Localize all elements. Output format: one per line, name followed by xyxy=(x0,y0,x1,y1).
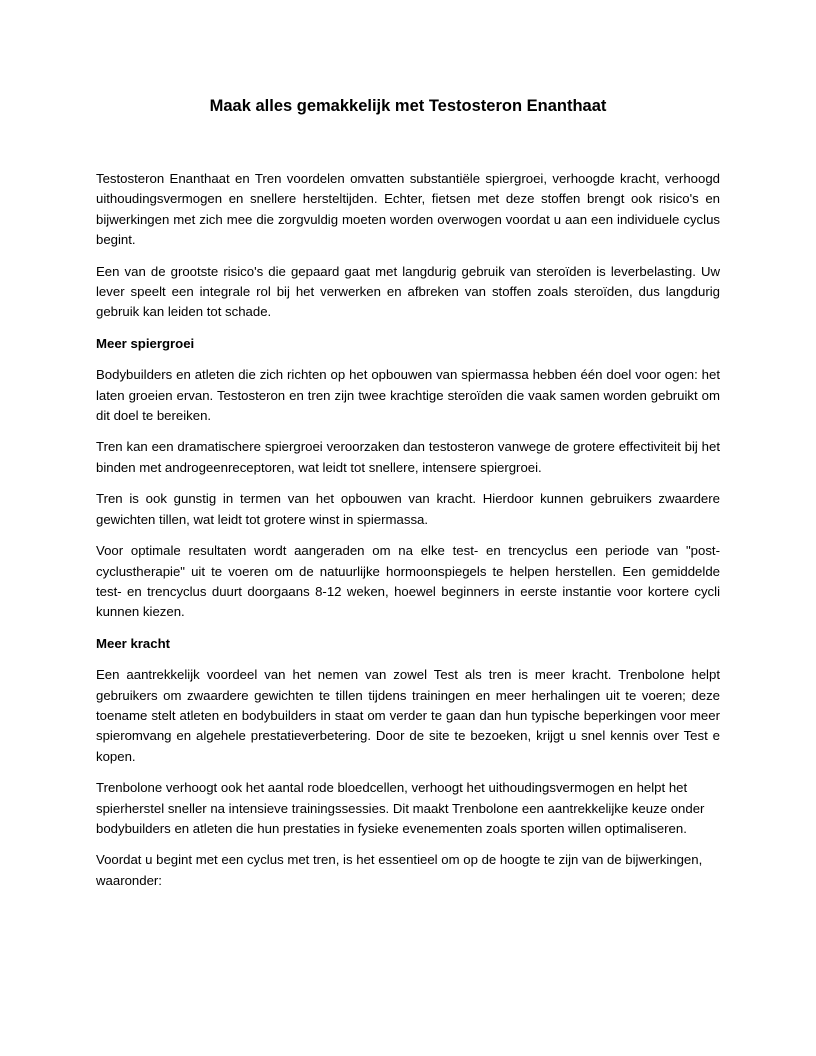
paragraph-muscle-goal: Bodybuilders en atleten die zich richten op het opbouwen van spiermassa hebben één doel voor ogen: het laten groeien ervan. Testosteron en tren zijn twee krachtige steroïden die vaak samen worden gebruikt om dit doel te bereiken. xyxy=(96,367,720,424)
paragraph-red-blood-cells: Trenbolone verhoogt ook het aantal rode bloedcellen, verhoogt het uithoudingsvermogen en helpt het spierherstel sneller na intensieve trainingssessies. Dit maakt Trenbolone een aantrekkelijke keuze onder bodybuilders en atleten die hun prestaties in fysieke evenementen zoals sporten willen optimaliseren. xyxy=(96,780,705,836)
section-heading-spiergroei: Meer spiergroei xyxy=(96,335,195,351)
paragraph-intro: Testosteron Enanthaat en Tren voordelen omvatten substantiële spiergroei, verhoogde kracht, verhoogd uithoudingsvermogen en snellere hersteltijden. Echter, fietsen met deze stoffen brengt ook risico's en bijwerkingen met zich mee die zorgvuldig moeten worden overwogen voordat u aan een individuele cyclus begint. xyxy=(96,171,720,248)
document-body xyxy=(96,169,720,902)
paragraph-strength-benefit: Een aantrekkelijk voordeel van het nemen van zowel Test als tren is meer kracht. Trenbolone helpt gebruikers om zwaardere gewichten te tillen tijdens trainingen en meer herhalingen uit te voeren; deze toename stelt atleten en bodybuilders in staat om verder te gaan dan hun typische beperkingen voor meer spieromvang en algehele prestatieverbetering. Door de site te bezoeken, krijgt u snel kennis over Test e kopen. xyxy=(96,667,720,764)
document-title: Maak alles gemakkelijk met Testosteron Enanthaat xyxy=(209,97,607,115)
paragraph-side-effects-intro: Voordat u begint met een cyclus met tren, is het essentieel om op de hoogte te zijn van de bijwerkingen, waaronder: xyxy=(96,852,703,888)
paragraph-liver-risk: Een van de grootste risico's die gepaard gaat met langdurig gebruik van steroïden is leverbelasting. Uw lever speelt een integrale rol bij het verwerken en afbreken van stoffen zoals steroïden, dus langdurig gebruik kan leiden tot schade. xyxy=(96,263,720,320)
paragraph-tren-strength: Tren is ook gunstig in termen van het opbouwen van kracht. Hierdoor kunnen gebruikers zwaardere gewichten tillen, wat leidt tot grotere winst in spiermassa. xyxy=(96,491,720,527)
section-heading-kracht: Meer kracht xyxy=(96,635,171,651)
paragraph-pct: Voor optimale resultaten wordt aangeraden om na elke test- en trencyclus een periode van "post-cyclustherapie" uit te voeren om de natuurlijke hormoonspiegels te helpen herstellen. Een gemiddelde test- en trencyclus duurt doorgaans 8-12 weken, hoewel beginners in eerste instantie voor kortere cycli kunnen kiezen. xyxy=(96,543,720,620)
paragraph-tren-growth: Tren kan een dramatischere spiergroei veroorzaken dan testosteron vanwege de grotere effectiviteit bij het binden met androgeenreceptoren, wat leidt tot snellere, intensere spiergroei. xyxy=(96,439,720,475)
